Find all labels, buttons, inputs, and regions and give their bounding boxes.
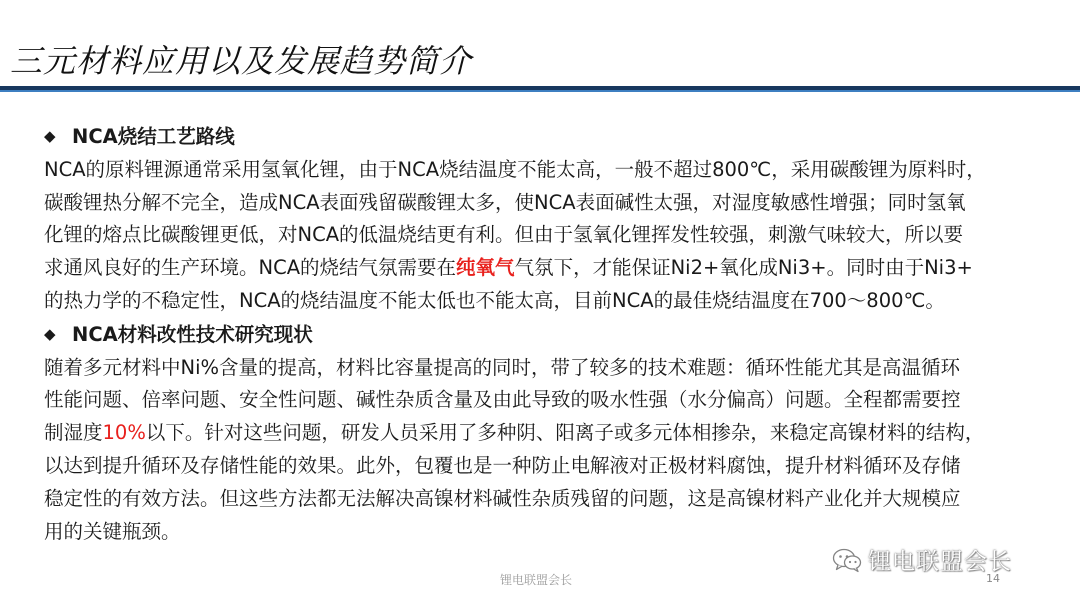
section-heading-text: NCA烧结工艺路线 <box>72 125 235 148</box>
paragraph-sintering <box>44 154 1034 318</box>
slide-title: 三元材料应用以及发展趋势简介 <box>10 42 473 80</box>
highlight-pure-oxygen: 纯氧气 <box>456 256 515 280</box>
paragraph-line: 制湿度10%以下。针对这些问题，研发人员采用了多种阴、阳离子或多元体相掺杂，来稳定高镍材料的结构， <box>44 421 985 445</box>
paragraph-line: 随着多元材料中Ni%含量的提高，材料比容量提高的同时，带了较多的技术难题：循环性能尤其是高温循环 <box>44 355 961 379</box>
diamond-bullet-icon: ◆ <box>44 324 56 343</box>
paragraph-line: 用的关键瓶颈。 <box>44 519 181 543</box>
footer-label: 锂电联盟会长 <box>500 573 573 587</box>
paragraph-line: 化锂的熔点比碳酸锂更低，对NCA的低温烧结更有利。但由于氢氧化锂挥发性较强，刺激气味较大，所以要 <box>44 223 964 247</box>
watermark <box>832 543 1012 576</box>
page-number: 14 <box>986 572 1000 585</box>
section-heading-sintering <box>44 120 1034 154</box>
paragraph-line: 求通风良好的生产环境。NCA的烧结气氛需要在纯氧气气氛下，才能保证Ni2+氧化成Ni3+。同时由于Ni3+ <box>44 256 973 280</box>
paragraph-modification <box>44 352 1034 549</box>
header-divider-accent <box>0 90 1080 92</box>
slide-body <box>44 120 1034 548</box>
highlight-humidity-value: 10% <box>102 421 146 445</box>
paragraph-line: 以达到提升循环及存储性能的效果。此外，包覆也是一种防止电解液对正极材料腐蚀，提升材料循环及存储 <box>44 453 961 477</box>
watermark-text: 锂电联盟会长 <box>868 549 1012 575</box>
section-heading-text: NCA材料改性技术研究现状 <box>72 322 313 346</box>
paragraph-line: 的热力学的不稳定性，NCA的烧结温度不能太低也不能太高，目前NCA的最佳烧结温度在700～800℃。 <box>44 288 945 312</box>
section-heading-modification <box>44 318 1034 352</box>
slide-header <box>0 0 1080 92</box>
diamond-bullet-icon: ◆ <box>44 127 56 145</box>
paragraph-line: 碳酸锂热分解不完全，造成NCA表面残留碳酸锂太多，使NCA表面碱性太强，对湿度敏感性增强；同时氢氧 <box>44 190 966 214</box>
paragraph-line: NCA的原料锂源通常采用氢氧化锂，由于NCA烧结温度不能太高，一般不超过800℃，采用碳酸锂为原料时， <box>44 157 986 181</box>
wechat-icon <box>832 547 862 573</box>
paragraph-line: 性能问题、倍率问题、安全性问题、碱性杂质含量及由此导致的吸水性强（水分偏高）问题。全程都需要控 <box>44 388 961 412</box>
paragraph-line: 稳定性的有效方法。但这些方法都无法解决高镍材料碱性杂质残留的问题，这是高镍材料产业化并大规模应 <box>44 486 961 510</box>
